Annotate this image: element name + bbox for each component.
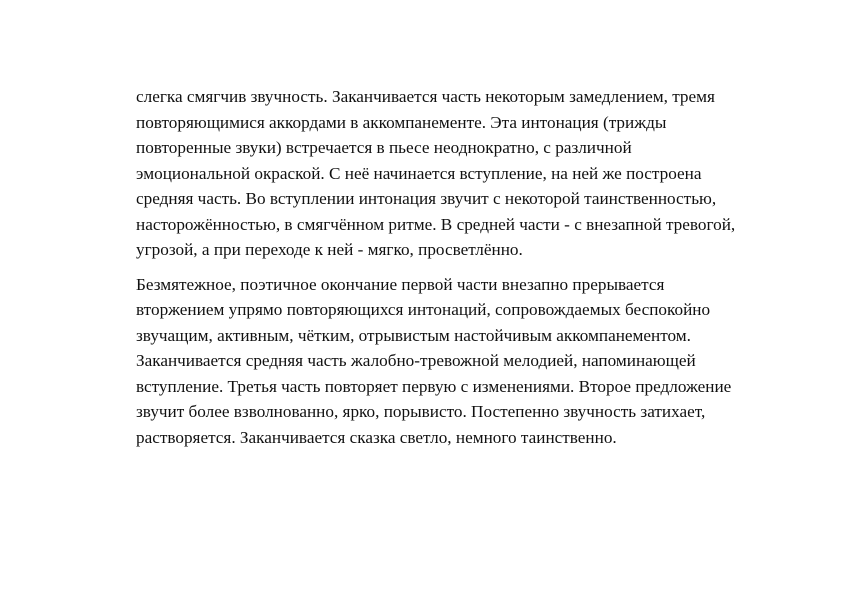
text-line: средняя часть. Во вступлении интонация звучит с некоторой таинственностью, bbox=[136, 189, 717, 208]
text-line: насторожённостью, в смягчённом ритме. В средней части - с внезапной тревогой, bbox=[136, 214, 736, 234]
text-line: растворяется. Заканчивается сказка светло, немного таинственно. bbox=[136, 427, 617, 447]
text-line: звучит более взволнованно, ярко, порывисто. Постепенно звучность затихает, bbox=[136, 402, 706, 421]
text-line: повторяющимися аккордами в аккомпанементе. Эта интонация (трижды bbox=[136, 112, 667, 132]
text-line: угрозой, а при переходе к ней - мягко, просветлённо. bbox=[136, 240, 523, 259]
paragraph-1 bbox=[136, 84, 776, 263]
text-line: вторжением упрямо повторяющихся интонаций, сопровождаемых беспокойно bbox=[136, 300, 711, 319]
text-line: эмоциональной окраской. С неё начинается вступление, на ней же построена bbox=[136, 163, 702, 183]
text-line: Безмятежное, поэтичное окончание первой части внезапно прерывается bbox=[136, 274, 665, 294]
text-line: повторенные звуки) встречается в пьесе неоднократно, с различной bbox=[136, 138, 632, 157]
text-line: Заканчивается средняя часть жалобно-тревожной мелодией, напоминающей bbox=[136, 351, 696, 370]
paragraph-2 bbox=[136, 272, 776, 451]
document-text bbox=[136, 84, 776, 450]
text-line: вступление. Третья часть повторяет первую с изменениями. Второе предложение bbox=[136, 376, 732, 396]
text-line: слегка смягчив звучность. Заканчивается часть некоторым замедлением, тремя bbox=[136, 87, 715, 106]
text-line: звучащим, активным, чётким, отрывистым настойчивым аккомпанементом. bbox=[136, 325, 691, 345]
